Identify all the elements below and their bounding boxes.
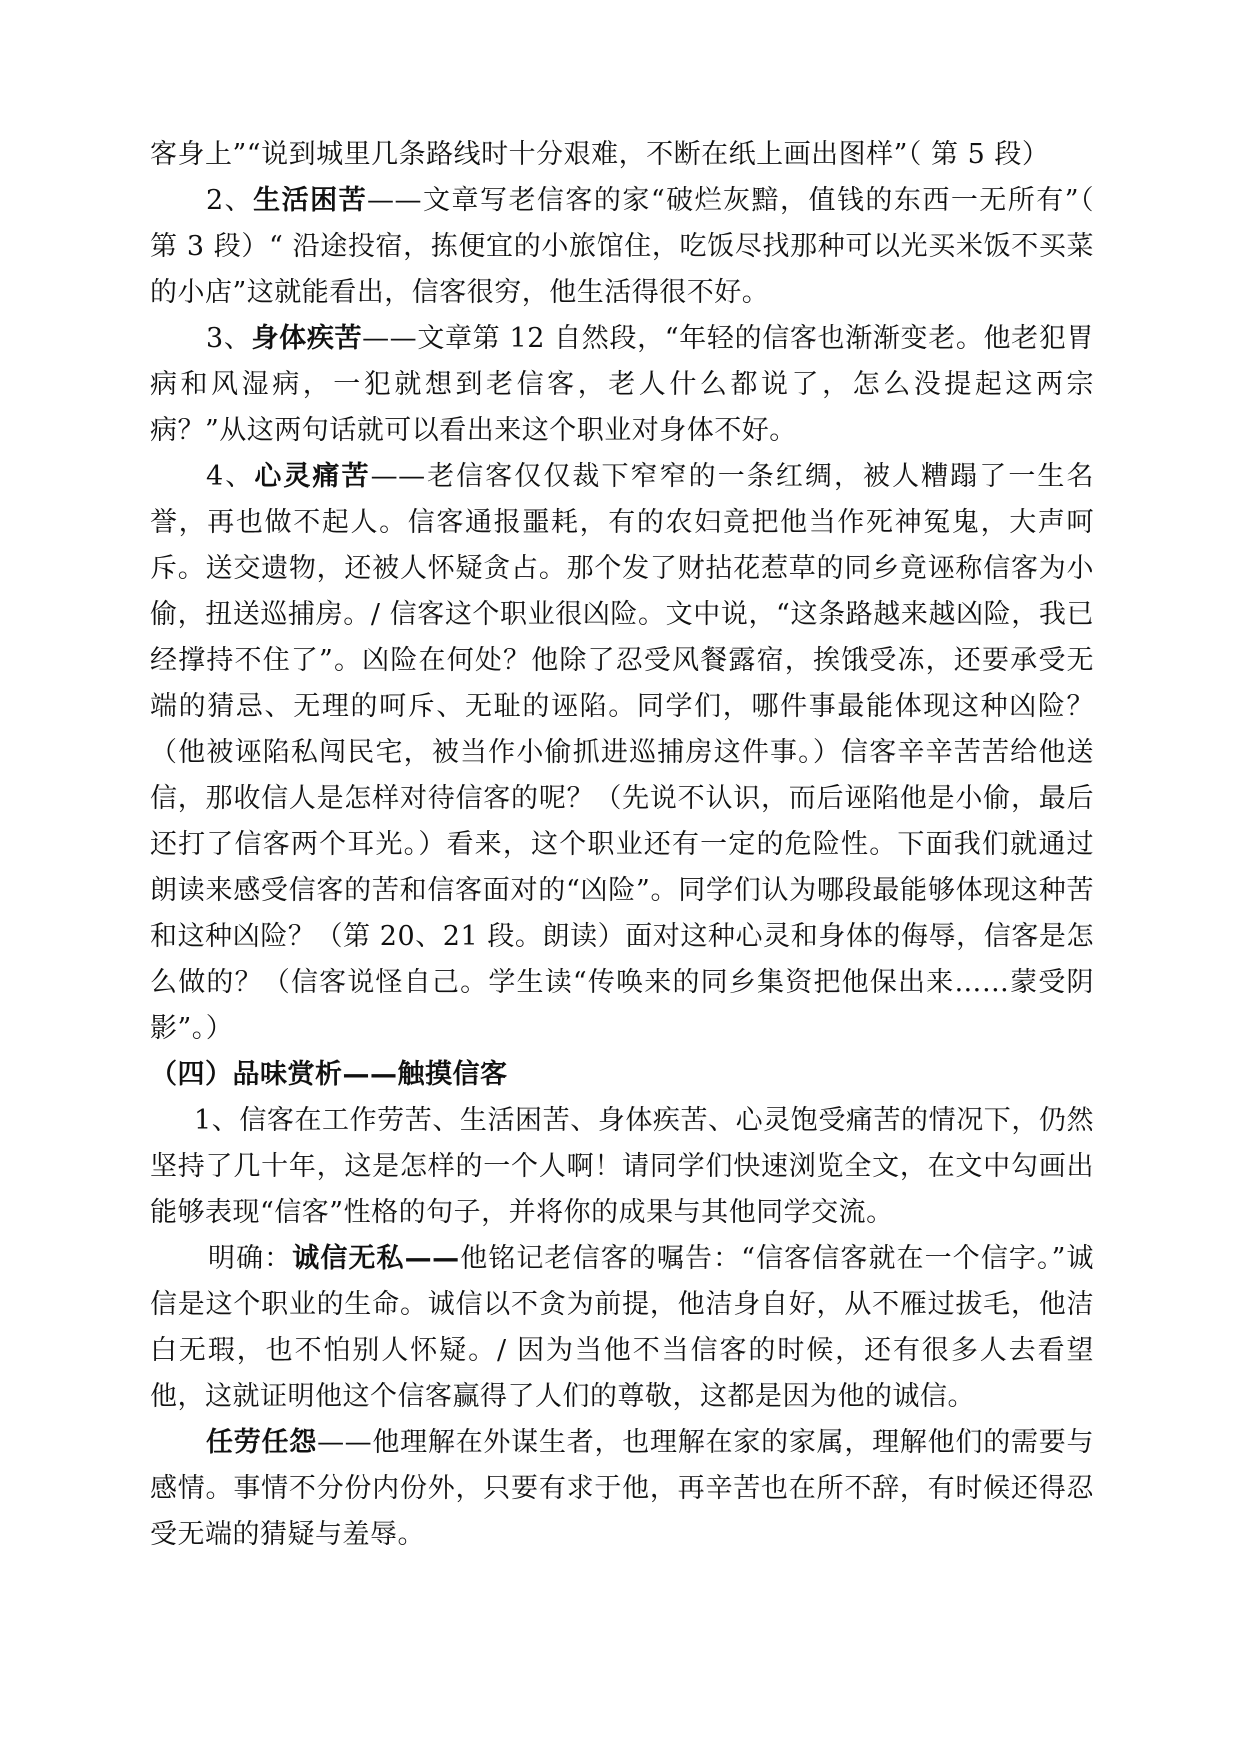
document-page	[150, 132, 1094, 1558]
paragraph-question-one	[150, 1098, 1094, 1236]
answer-label: 明确：	[208, 1243, 293, 1274]
paragraph-text: ——老信客仅仅裁下窄窄的一条红绸，被人糟蹋了一生名誉，再也做不起人。信客通报噩耗，有的农妇竟把他当作死神冤鬼，大声呵斥。送交遗物，还被人怀疑贪占。那个发了财拈花惹草的同乡竟诬称信客为小偷，扭送巡捕房。/ 信客这个职业很凶险。文中说，“这条路越来越凶险，我已经撑持不住了”。凶险在何处？他除了忍受风餐露宿，挨饿受冻，还要承受无端的猜忌、无理的呵斥、无耻的诬陷。同学们，哪件事最能体现这种凶险？（他被诬陷私闯民宅，被当作小偷抓进巡捕房这件事。）信客辛辛苦苦给他送信，那收信人是怎样对待信客的呢？（先说不认识，而后诬陷他是小偷，最后还打了信客两个耳光。）看来，这个职业还有一定的危险性。下面我们就通过朗读来感受信客的苦和信客面对的“凶险”。同学们认为哪段最能够体现这种苦和这种凶险？（第 20、21 段。朗读）面对这种心灵和身体的侮辱，信客是怎么做的？（信客说怪自己。学生读“传唤来的同乡集资把他保出来……蒙受阴影”。）	[150, 461, 1094, 1044]
list-number: 2、	[206, 185, 254, 216]
paragraph-text: 1、信客在工作劳苦、生活困苦、身体疾苦、心灵饱受痛苦的情况下，仍然坚持了几十年，这是怎样的一个人啊！请同学们快速浏览全文，在文中勾画出能够表现“信客”性格的句子，并将你的成果与其他同学交流。	[150, 1105, 1094, 1228]
paragraph-continuation	[150, 132, 1094, 178]
list-number: 4、	[206, 461, 255, 492]
paragraph-text: 他铭记老信客的嘱告：“信客信客就在一个信字。”诚信是这个职业的生命。诚信以不贪为前提，他洁身自好，从不雁过拔毛，他洁白无瑕，也不怕别人怀疑。/ 因为当他不当信客的时候，还有很多人去看望他，这就证明他这个信客赢得了人们的尊敬，这都是因为他的诚信。	[150, 1243, 1094, 1412]
bold-keyword: 生活困苦	[253, 185, 368, 216]
section-heading: （四）品味赏析——触摸信客	[150, 1059, 508, 1090]
paragraph-text: ——文章写老信客的家“破烂灰黯，值钱的东西一无所有”（ 第 3 段）“ 沿途投宿，拣便宜的小旅馆住，吃饭尽找那种可以光买米饭不买菜的小店”这就能看出，信客很穷，他生活得很不好。	[150, 185, 1095, 308]
bold-keyword: 心灵痛苦	[254, 461, 371, 492]
paragraph-physical-suffering	[150, 316, 1094, 454]
paragraph-text: ——他理解在外谋生者，也理解在家的家属，理解他们的需要与感情。事情不分份内份外，只要有求于他，再辛苦也在所不辞，有时候还得忍受无端的猜疑与羞辱。	[150, 1427, 1095, 1550]
paragraph-text: 客身上”“说到城里几条路线时十分艰难，不断在纸上画出图样”（ 第 5 段）	[150, 139, 1050, 170]
bold-keyword: 身体疾苦	[251, 323, 363, 354]
bold-keyword: 诚信无私——	[292, 1243, 460, 1274]
paragraph-answer-honesty	[150, 1236, 1094, 1420]
paragraph-hardworking	[150, 1420, 1094, 1558]
bold-keyword: 任劳任怨	[206, 1427, 318, 1458]
paragraph-mental-pain	[150, 454, 1094, 1052]
paragraph-living-hardship	[150, 178, 1094, 316]
list-number: 3、	[206, 323, 252, 354]
paragraph-text: ——文章第 12 自然段，“年轻的信客也渐渐变老。他老犯胃病和风湿病，一犯就想到老信客，老人什么都说了，怎么没提起这两宗病？”从这两句话就可以看出来这个职业对身体不好。	[150, 323, 1094, 446]
